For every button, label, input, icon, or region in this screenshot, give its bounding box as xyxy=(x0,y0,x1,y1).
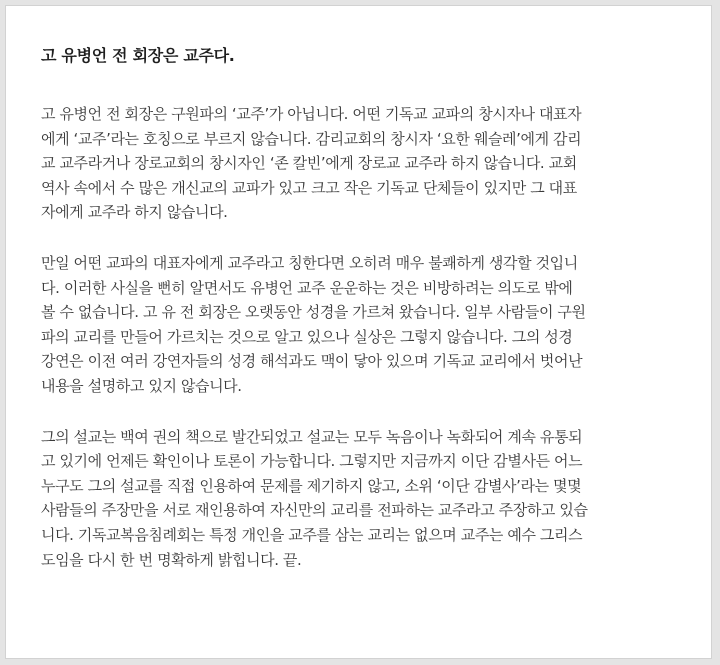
article-title: 고 유병언 전 회장은 교주다. xyxy=(41,46,235,65)
text-line: 니다. 기독교복음침례회는 특정 개인을 교주를 삼는 교리는 없으며 교주는 예수 그리스 xyxy=(41,525,583,544)
paragraph-1 xyxy=(41,102,691,225)
text-line: 에게 ‘교주’라는 호칭으로 부르지 않습니다. 감리교회의 창시자 ‘요한 웨슬레’에게 감리 xyxy=(41,129,582,148)
text-line: 다. 이러한 사실을 뻔히 알면서도 유병언 교주 운운하는 것은 비방하려는 의도로 밖에 xyxy=(41,278,573,297)
article-card xyxy=(5,5,712,659)
text-line: 내용을 설명하고 있지 않습니다. xyxy=(41,376,242,395)
text-line: 만일 어떤 교파의 대표자에게 교주라고 칭한다면 오히려 매우 불쾌하게 생각할 것입니 xyxy=(41,253,578,272)
text-line: 자에게 교주라 하지 않습니다. xyxy=(41,203,228,222)
text-line: 파의 교리를 만들어 가르치는 것으로 알고 있으나 실상은 그렇지 않습니다. 그의 성경 xyxy=(41,327,573,346)
text-line: 그의 설교는 백여 권의 책으로 발간되었고 설교는 모두 녹음이나 녹화되어 계속 유통되 xyxy=(41,427,583,446)
text-line: 누구도 그의 설교를 직접 인용하여 문제를 제기하지 않고, 소위 ‘이단 감별사’라는 몇몇 xyxy=(41,476,582,495)
text-line: 볼 수 없습니다. 고 유 전 회장은 오랫동안 성경을 가르쳐 왔습니다. 일부 사람들이 구원 xyxy=(41,303,586,322)
text-line: 고 있기에 언제든 확인이나 토론이 가능합니다. 그렇지만 지금까지 이단 감별사든 어느 xyxy=(41,452,583,471)
paragraph-3 xyxy=(41,425,691,573)
text-line: 교 교주라거나 장로교회의 창시자인 ‘존 칼빈’에게 장로교 교주라 하지 않습니다. 교회 xyxy=(41,154,577,173)
article-body xyxy=(41,44,691,598)
paragraph-2 xyxy=(41,251,691,399)
text-line: 도임을 다시 한 번 명확하게 밝힙니다. 끝. xyxy=(41,550,302,569)
text-line: 역사 속에서 수 많은 개신교의 교파가 있고 크고 작은 기독교 단체들이 있지만 그 대표 xyxy=(41,178,577,197)
text-line: 사람들의 주장만을 서로 재인용하여 자신만의 교리를 전파하는 교주라고 주장하고 있습 xyxy=(41,501,588,520)
text-line: 고 유병언 전 회장은 구원파의 ‘교주’가 아닙니다. 어떤 기독교 교파의 창시자나 대표자 xyxy=(41,105,582,123)
text-line: 강연은 이전 여러 강연자들의 성경 해석과도 맥이 닿아 있으며 기독교 교리에서 벗어난 xyxy=(41,352,583,371)
